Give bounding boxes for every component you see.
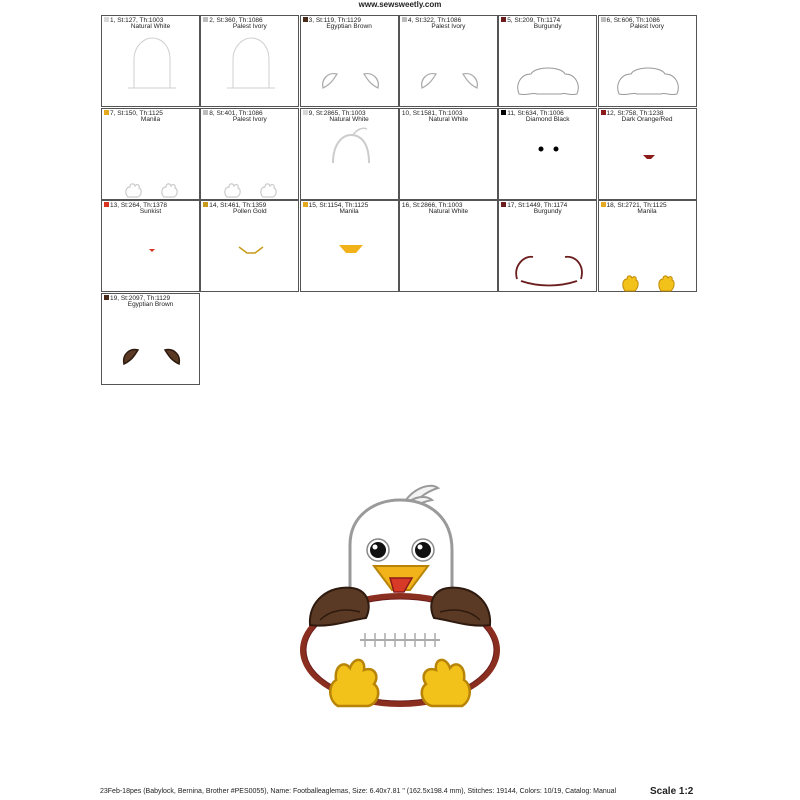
thread-cell — [300, 200, 399, 292]
feet-fill-icon — [599, 215, 698, 293]
thread-stats: 6, St:606, Th:1086 — [606, 17, 660, 24]
football-outline-icon — [499, 215, 598, 293]
site-url: www.sewsweetly.com — [358, 0, 442, 9]
thread-color-name: Palest Ivory — [431, 23, 466, 30]
thread-color-name: Palest Ivory — [630, 23, 664, 30]
thread-stats: 3, St:119, Th:1129 — [308, 17, 361, 24]
color-swatch — [203, 110, 208, 115]
thread-color-name: Palest Ivory — [232, 115, 267, 123]
thread-cell — [399, 15, 498, 107]
blank-icon — [400, 215, 499, 293]
thread-stats: 11, St:634, Th:1006 — [507, 109, 564, 117]
color-swatch — [203, 17, 208, 22]
thread-color-name: Natural White — [428, 115, 469, 123]
color-swatch — [104, 110, 109, 115]
thread-cell — [399, 108, 498, 200]
thread-color-name: Pollen Gold — [232, 208, 267, 215]
tongue-small-icon — [102, 215, 201, 293]
thread-color-name: Palest Ivory — [232, 23, 267, 30]
scale-label: Scale 1:2 — [650, 786, 694, 797]
feet-outline-icon — [102, 123, 201, 201]
color-swatch — [203, 202, 208, 207]
thread-color-name: Manila — [140, 115, 161, 123]
beak-outline-icon — [201, 215, 300, 293]
color-swatch — [601, 110, 606, 115]
thread-cell — [598, 15, 697, 107]
thread-color-name: Natural White — [329, 115, 369, 123]
thread-color-grid — [101, 15, 697, 385]
thread-stats: 4, St:322, Th:1086 — [407, 17, 462, 24]
color-swatch — [501, 17, 506, 22]
color-swatch — [601, 202, 606, 207]
thread-cell — [101, 200, 200, 292]
thread-color-name: Natural White — [428, 208, 469, 215]
thread-color-name: Egyptian Brown — [127, 300, 174, 308]
thread-stats: 17, St:1449, Th:1174 — [507, 202, 568, 209]
thread-cell — [498, 108, 597, 200]
thread-stats: 8, St:401, Th:1086 — [209, 109, 263, 117]
body-outline-icon — [499, 30, 598, 108]
color-swatch — [303, 110, 308, 115]
head-outline-icon — [102, 30, 201, 108]
thread-cell — [300, 108, 399, 200]
thread-color-name: Egyptian Brown — [326, 23, 372, 30]
tongue-icon — [599, 123, 698, 201]
thread-cell — [101, 15, 200, 107]
thread-color-name: Dark Orange/Red — [621, 115, 673, 123]
head-fill-icon — [301, 123, 400, 201]
wings-outline-icon — [400, 30, 499, 108]
body-outline-icon — [599, 30, 698, 108]
color-swatch — [303, 202, 308, 207]
color-swatch — [501, 110, 506, 115]
thread-cell — [399, 200, 498, 292]
thread-stats: 5, St:209, Th:1174 — [507, 17, 561, 24]
thread-cell — [101, 108, 200, 200]
wings-fill-icon — [102, 308, 201, 386]
thread-color-name: Sunkist — [139, 208, 162, 215]
color-swatch — [104, 202, 109, 207]
head-outline-icon — [201, 30, 300, 108]
thread-color-name: Burgundy — [533, 208, 562, 215]
thread-cell — [200, 108, 299, 200]
eyes-icon — [499, 123, 598, 201]
feet-outline-icon — [201, 123, 300, 201]
color-swatch — [501, 202, 506, 207]
thread-color-name: Manila — [339, 208, 359, 215]
thread-stats: 16, St:2866, Th:1003 — [401, 202, 463, 209]
thread-stats: 1, St:127, Th:1003 — [110, 17, 164, 24]
thread-cell — [200, 200, 299, 292]
thread-color-name: Diamond Black — [525, 115, 570, 123]
beak-fill-icon — [301, 215, 400, 293]
thread-stats: 2, St:360, Th:1086 — [209, 17, 263, 24]
thread-stats: 18, St:2721, Th:1125 — [606, 202, 667, 209]
thread-stats: 12, St:758, Th:1238 — [606, 109, 664, 117]
design-info-footer: 23Feb-18pes (Babylock, Bernina, Brother #PES0055), Name: Footballeaglemas, Size: 6.40x7.81 " (162.5x198.4 mm), Stitches: 19144, Colors: 10/19, Catalog: Manual — [100, 788, 617, 795]
thread-color-name: Manila — [637, 208, 657, 215]
thread-color-name: Natural White — [130, 23, 171, 30]
thread-cell — [200, 15, 299, 107]
thread-cell — [498, 15, 597, 107]
thread-stats: 19, St:2097, Th:1129 — [110, 294, 171, 302]
eagle-football-design — [290, 470, 510, 710]
wings-outline-icon — [301, 30, 400, 108]
thread-stats: 13, St:264, Th:1378 — [110, 202, 167, 209]
color-swatch — [104, 17, 109, 22]
thread-cell — [101, 293, 200, 385]
color-swatch — [402, 17, 407, 22]
color-swatch — [601, 17, 606, 22]
thread-cell — [598, 108, 697, 200]
thread-stats: 10, St:1581, Th:1003 — [401, 109, 463, 117]
thread-cell — [498, 200, 597, 292]
thread-cell — [300, 15, 399, 107]
thread-stats: 15, St:1154, Th:1125 — [308, 202, 369, 209]
blank-icon — [400, 123, 499, 201]
thread-stats: 9, St:2865, Th:1003 — [308, 109, 366, 117]
thread-cell — [598, 200, 697, 292]
color-swatch — [303, 17, 308, 22]
thread-color-name: Burgundy — [533, 23, 562, 30]
color-swatch — [104, 295, 109, 300]
thread-stats: 14, St:461, Th:1359 — [209, 202, 267, 209]
thread-stats: 7, St:150, Th:1125 — [110, 109, 163, 117]
